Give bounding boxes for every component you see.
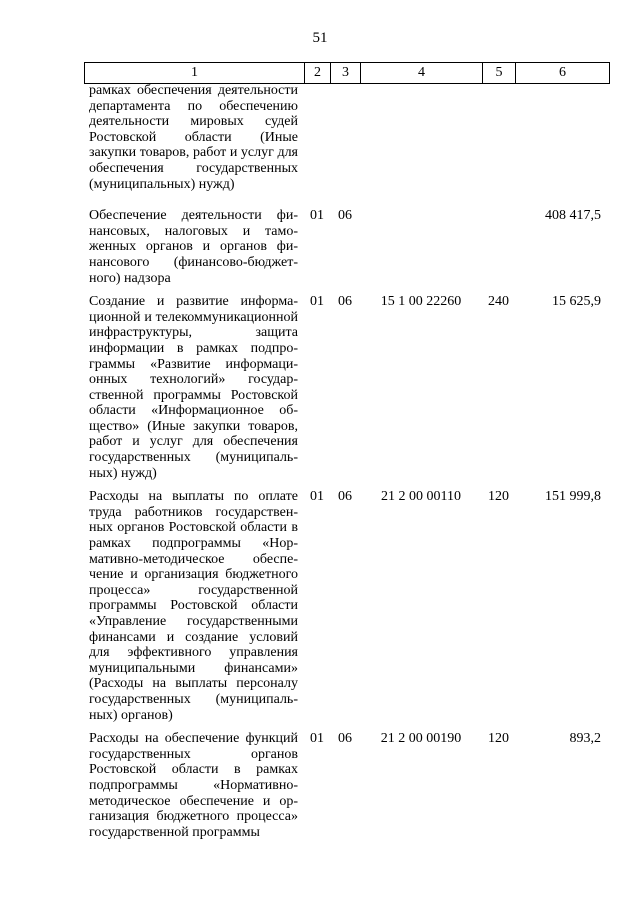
table-row xyxy=(84,489,609,723)
row-description: Обеспечение деятельности финансовых, налоговых и таможенных органов и органов финансового (финансово-бюджетного) надзора xyxy=(89,208,298,286)
table-row xyxy=(84,294,609,481)
row-subsection: 06 xyxy=(338,294,352,310)
row-subsection: 06 xyxy=(338,731,352,747)
page-number: 51 xyxy=(312,30,328,46)
row-description: Расходы на выплаты по оплате труда работников государственных органов Ростовской области в рамках подпрограммы «Нормативно-методическое обеспечение и организация бюджетного процесса» государственной программы Ростовской области «Управление государственными финансами и создание условий для эффективного управления муниципальными финансами» (Расходы на выплаты персоналу государственных (муниципальных) органов) xyxy=(89,489,298,723)
row-amount: 15 625,9 xyxy=(552,294,601,310)
header-col-5: 5 xyxy=(483,63,516,84)
header-col-2: 2 xyxy=(305,63,331,84)
header-col-6: 6 xyxy=(516,63,610,84)
row-type: 120 xyxy=(488,489,509,505)
table-row xyxy=(84,83,609,192)
table-row xyxy=(84,208,609,286)
table-row xyxy=(84,731,609,840)
row-amount: 408 417,5 xyxy=(545,208,601,224)
row-amount: 151 999,8 xyxy=(545,489,601,505)
table-body xyxy=(84,83,609,840)
table-header xyxy=(84,62,610,84)
row-amount: 893,2 xyxy=(569,731,601,747)
row-target: 21 2 00 00110 xyxy=(381,489,461,505)
row-section: 01 xyxy=(310,294,324,310)
row-description: рамках обеспечения деятельности департамента по обеспечению деятельности мировых судей Ростовской области (Иные закупки товаров, работ и услуг для обеспечения государственных (муниципальных) нужд) xyxy=(89,83,298,192)
header-col-3: 3 xyxy=(331,63,361,84)
row-target: 21 2 00 00190 xyxy=(380,731,462,747)
row-section: 01 xyxy=(310,489,324,505)
row-section: 01 xyxy=(310,731,324,747)
row-section: 01 xyxy=(310,208,324,224)
header-col-1: 1 xyxy=(85,63,305,84)
header-col-4: 4 xyxy=(361,63,483,84)
header-row xyxy=(85,63,610,84)
row-description: Расходы на обеспечение функций государственных органов Ростовской области в рамках подпрограммы «Нормативно-методическое обеспечение и организация бюджетного процесса» государственной программы xyxy=(89,731,298,840)
row-type: 240 xyxy=(488,294,509,310)
row-subsection: 06 xyxy=(338,489,352,505)
row-target: 15 1 00 22260 xyxy=(380,294,462,310)
row-description: Создание и развитие информационной и телекоммуникационной инфраструктуры, защита информации в рамках подпрограммы «Развитие информационных технологий» государственной программы Ростовской области «Информационное общество» (Иные закупки товаров, работ и услуг для обеспечения государственных (муниципальных) нужд) xyxy=(89,294,298,481)
row-type: 120 xyxy=(488,731,509,747)
row-subsection: 06 xyxy=(338,208,352,224)
